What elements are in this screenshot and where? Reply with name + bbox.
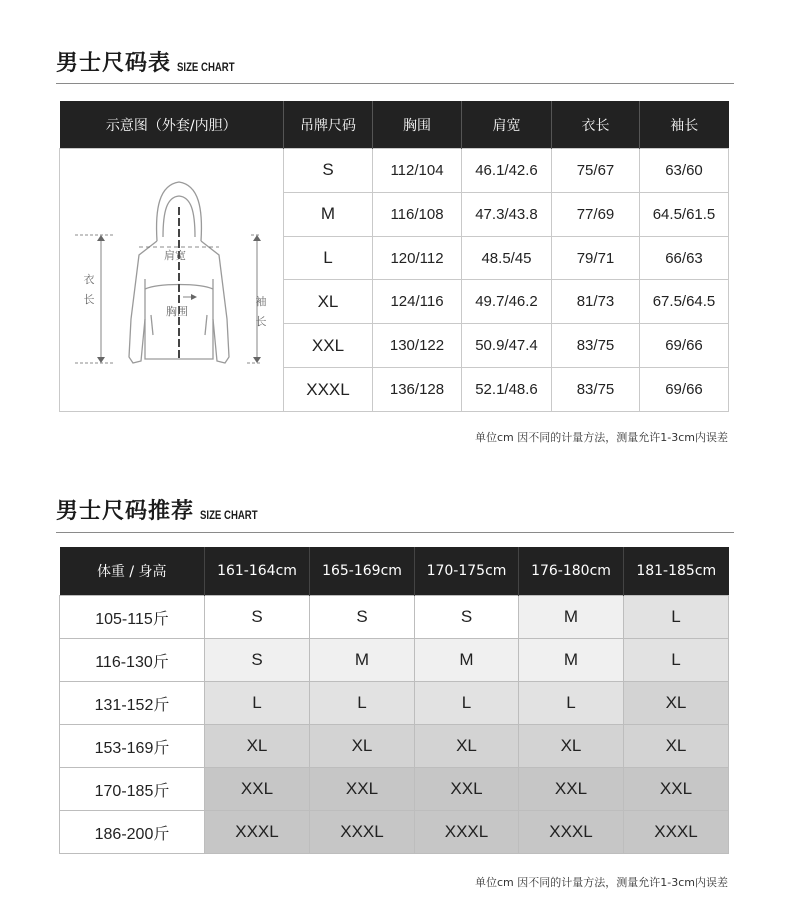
shoulder-cell: 52.1/48.6: [462, 368, 552, 412]
weight-cell: 131-152斤: [60, 682, 205, 725]
length-cell: 83/75: [552, 324, 640, 368]
table-row: [60, 768, 729, 811]
size-cell: L: [624, 639, 729, 682]
diagram-label-shoulder: 肩宽: [163, 249, 186, 262]
header-length: 衣长: [552, 101, 640, 149]
chest-cell: 120/112: [373, 236, 462, 280]
sleeve-cell: 63/60: [640, 149, 729, 193]
sleeve-cell: 67.5/64.5: [640, 280, 729, 324]
size-cell: XXXL: [519, 811, 624, 854]
size-cell: XXL: [624, 768, 729, 811]
size-cell: XXXL: [205, 811, 310, 854]
size-cell: XXXL: [624, 811, 729, 854]
weight-cell: 105-115斤: [60, 596, 205, 639]
shoulder-cell: 48.5/45: [462, 236, 552, 280]
header-shoulder: 肩宽: [462, 101, 552, 149]
size-cell: S: [205, 639, 310, 682]
header-sleeve: 袖长: [640, 101, 729, 149]
size-cell: XXXL: [415, 811, 519, 854]
length-cell: 77/69: [552, 192, 640, 236]
size-cell: XL: [284, 280, 373, 324]
size-cell: M: [415, 639, 519, 682]
diagram-label-length-1: 衣: [83, 273, 94, 286]
size-cell: XL: [624, 725, 729, 768]
header-tag-size: 吊牌尺码: [284, 101, 373, 149]
size-cell: S: [205, 596, 310, 639]
shoulder-cell: 49.7/46.2: [462, 280, 552, 324]
size-cell: L: [415, 682, 519, 725]
chest-cell: 130/122: [373, 324, 462, 368]
chest-cell: 136/128: [373, 368, 462, 412]
size-cell: XXL: [284, 324, 373, 368]
header-height-3: 170-175cm: [415, 547, 519, 596]
weight-cell: 153-169斤: [60, 725, 205, 768]
size-recommend-table: [59, 547, 729, 854]
size-cell: S: [415, 596, 519, 639]
measurement-note: 单位cm 因不同的计量方法，测量允许1-3cm内误差: [475, 876, 728, 889]
chest-cell: 116/108: [373, 192, 462, 236]
weight-cell: 116-130斤: [60, 639, 205, 682]
table-header-row: [60, 101, 729, 149]
size-chart-title-en: SIZE CHART: [177, 60, 235, 74]
size-cell: XL: [310, 725, 415, 768]
size-cell: M: [310, 639, 415, 682]
header-chest: 胸围: [373, 101, 462, 149]
sleeve-cell: 64.5/61.5: [640, 192, 729, 236]
chest-cell: 112/104: [373, 149, 462, 193]
size-cell: M: [519, 639, 624, 682]
diagram-label-sleeve-2: 长: [255, 315, 266, 328]
sleeve-cell: 69/66: [640, 368, 729, 412]
size-cell: XL: [624, 682, 729, 725]
size-cell: L: [205, 682, 310, 725]
table-row: [60, 639, 729, 682]
size-cell: XXL: [205, 768, 310, 811]
size-cell: M: [519, 596, 624, 639]
size-cell: XXL: [519, 768, 624, 811]
size-cell: L: [624, 596, 729, 639]
size-chart-table: [59, 101, 729, 412]
size-cell: XL: [415, 725, 519, 768]
table-row: [60, 149, 729, 193]
diagram-label-length-2: 长: [83, 293, 94, 306]
size-cell: S: [310, 596, 415, 639]
table-row: [60, 596, 729, 639]
size-cell: M: [284, 192, 373, 236]
measurement-note: 单位cm 因不同的计量方法，测量允许1-3cm内误差: [475, 431, 728, 444]
diagram-label-sleeve-1: 袖: [255, 295, 266, 308]
size-cell: L: [284, 236, 373, 280]
divider: [56, 83, 734, 84]
table-header-row: [60, 547, 729, 596]
size-cell: XXXL: [284, 368, 373, 412]
header-height-1: 161-164cm: [205, 547, 310, 596]
shoulder-cell: 47.3/43.8: [462, 192, 552, 236]
divider: [56, 532, 734, 533]
chest-cell: 124/116: [373, 280, 462, 324]
weight-cell: 186-200斤: [60, 811, 205, 854]
size-chart-title: [56, 46, 249, 77]
size-recommend-title: [56, 494, 272, 525]
sleeve-cell: 66/63: [640, 236, 729, 280]
size-cell: L: [519, 682, 624, 725]
jacket-diagram-cell: [60, 149, 284, 412]
size-cell: XL: [205, 725, 310, 768]
size-cell: XXL: [310, 768, 415, 811]
jacket-diagram: [61, 149, 283, 407]
size-chart-title-cn: 男士尺码表: [56, 51, 172, 76]
size-recommend-title-en: SIZE CHART: [200, 508, 258, 522]
diagram-label-chest: 胸围: [165, 305, 188, 318]
table-row: [60, 811, 729, 854]
header-height-5: 181-185cm: [624, 547, 729, 596]
table-row: [60, 725, 729, 768]
size-cell: S: [284, 149, 373, 193]
length-cell: 75/67: [552, 149, 640, 193]
length-cell: 81/73: [552, 280, 640, 324]
shoulder-cell: 50.9/47.4: [462, 324, 552, 368]
shoulder-cell: 46.1/42.6: [462, 149, 552, 193]
weight-cell: 170-185斤: [60, 768, 205, 811]
size-cell: XXL: [415, 768, 519, 811]
header-diagram: 示意图（外套/内胆）: [60, 101, 284, 149]
length-cell: 83/75: [552, 368, 640, 412]
header-height-4: 176-180cm: [519, 547, 624, 596]
size-cell: XL: [519, 725, 624, 768]
size-cell: L: [310, 682, 415, 725]
sleeve-cell: 69/66: [640, 324, 729, 368]
length-cell: 79/71: [552, 236, 640, 280]
size-cell: XXXL: [310, 811, 415, 854]
header-height-2: 165-169cm: [310, 547, 415, 596]
table-row: [60, 682, 729, 725]
size-recommend-title-cn: 男士尺码推荐: [56, 499, 195, 524]
header-weight-height: 体重 / 身高: [60, 547, 205, 596]
